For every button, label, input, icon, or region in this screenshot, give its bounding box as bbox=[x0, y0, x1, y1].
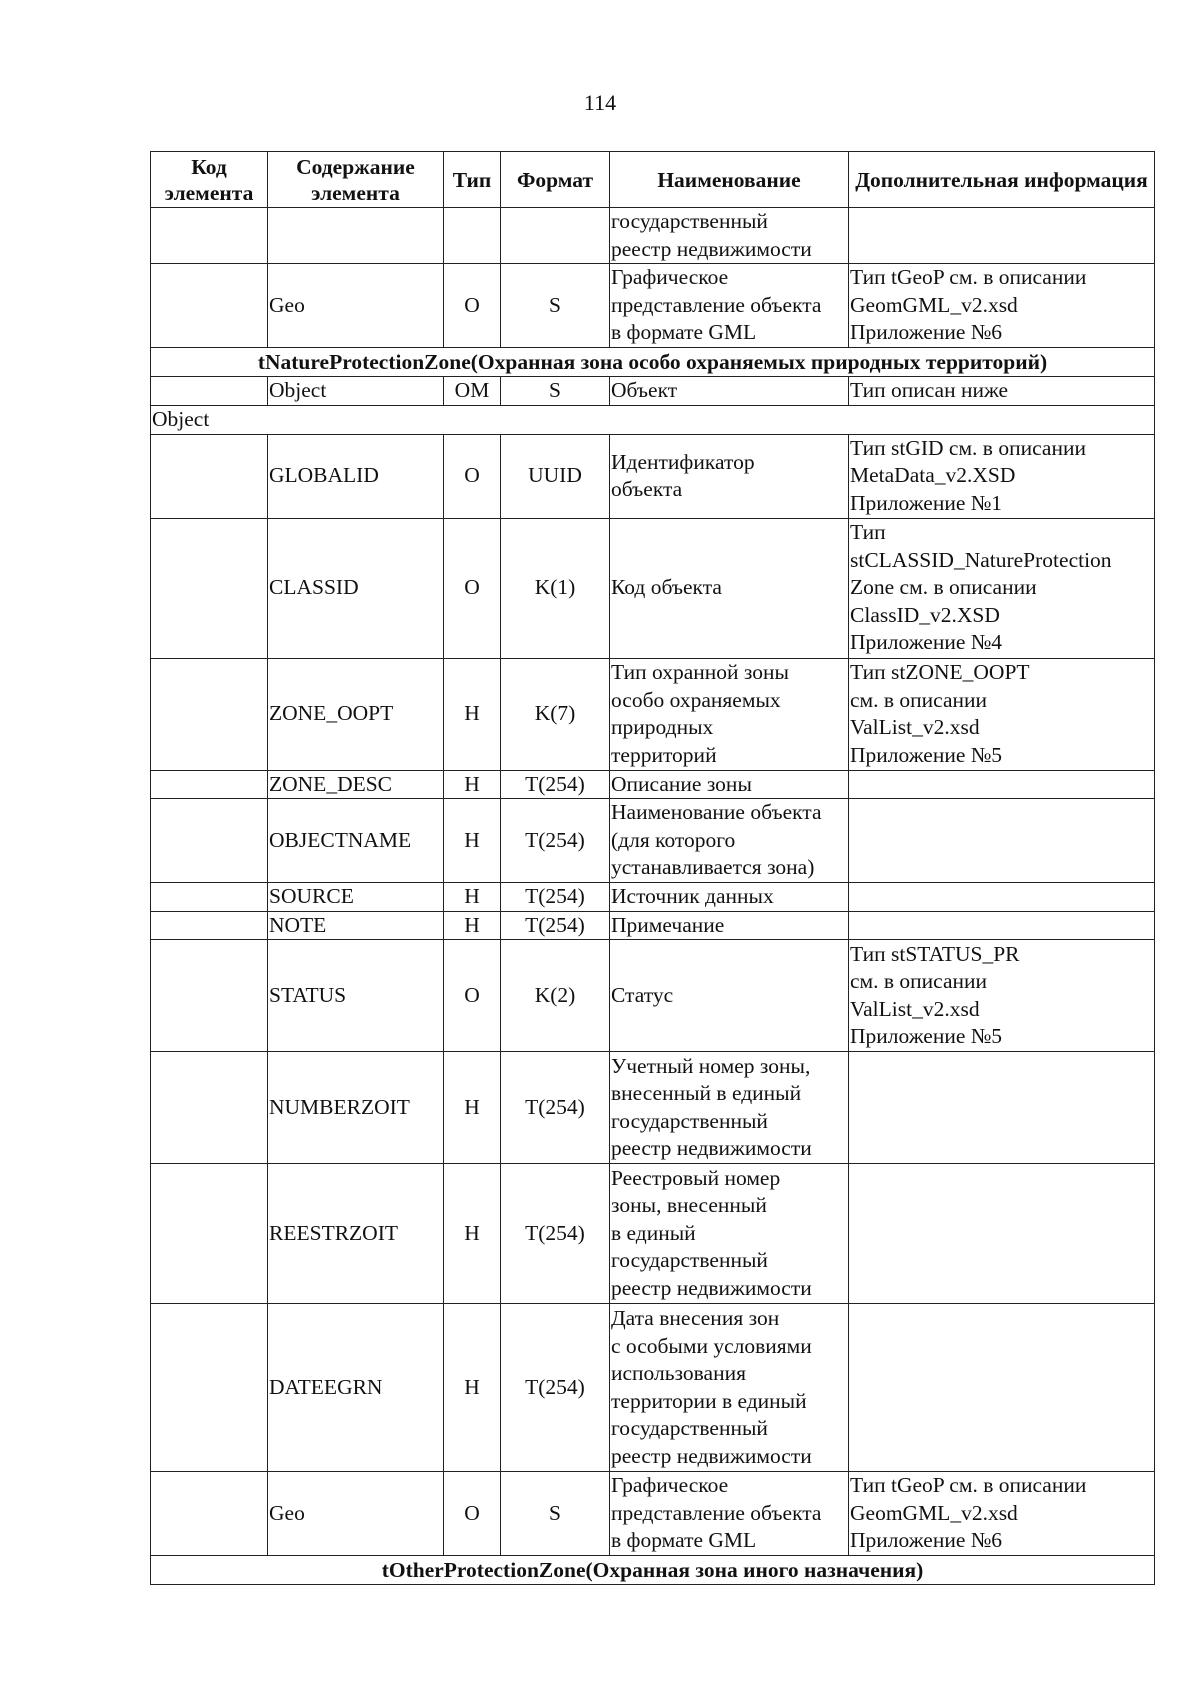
cell-type: H bbox=[444, 883, 501, 912]
cell-content: ZONE_OOPT bbox=[268, 658, 444, 770]
cell-format: T(254) bbox=[501, 883, 610, 912]
table-row bbox=[151, 799, 1155, 883]
cell-name: Графическое представление объекта в формате GML bbox=[610, 264, 849, 348]
cell-code bbox=[151, 911, 268, 940]
cell-type: O bbox=[444, 1472, 501, 1556]
table-row bbox=[151, 1304, 1155, 1472]
cell-format: K(7) bbox=[501, 658, 610, 770]
cell-type bbox=[444, 208, 501, 264]
cell-info: Тип stCLASSID_NatureProtection Zone см. в описании ClassID_v2.XSD Приложение №4 bbox=[849, 518, 1155, 658]
cell-type: H bbox=[444, 1052, 501, 1164]
cell-info bbox=[849, 1304, 1155, 1472]
table-row bbox=[151, 911, 1155, 940]
table-row bbox=[151, 264, 1155, 348]
cell-type: H bbox=[444, 770, 501, 799]
table-row bbox=[151, 770, 1155, 799]
cell-content: STATUS bbox=[268, 940, 444, 1052]
cell-content: OBJECTNAME bbox=[268, 799, 444, 883]
cell-name: Дата внесения зон с особыми условиями использования территории в единый государственный реестр недвижимости bbox=[610, 1304, 849, 1472]
cell-name: Примечание bbox=[610, 911, 849, 940]
cell-type: O bbox=[444, 434, 501, 518]
cell-format: K(2) bbox=[501, 940, 610, 1052]
cell-name: Учетный номер зоны, внесенный в единый государственный реестр недвижимости bbox=[610, 1052, 849, 1164]
cell-name: государственный реестр недвижимости bbox=[610, 208, 849, 264]
cell-type: H bbox=[444, 799, 501, 883]
cell-info bbox=[849, 1052, 1155, 1164]
cell-content: GLOBALID bbox=[268, 434, 444, 518]
cell-format: T(254) bbox=[501, 1164, 610, 1304]
section-heading: tNatureProtectionZone(Охранная зона особо охраняемых природных территорий) bbox=[151, 348, 1155, 377]
cell-format bbox=[501, 208, 610, 264]
cell-info: Тип stGID см. в описании MetaData_v2.XSD Приложение №1 bbox=[849, 434, 1155, 518]
cell-content: SOURCE bbox=[268, 883, 444, 912]
cell-info bbox=[849, 770, 1155, 799]
cell-name: Тип охранной зоны особо охраняемых природных территорий bbox=[610, 658, 849, 770]
cell-format: T(254) bbox=[501, 799, 610, 883]
table-row bbox=[151, 377, 1155, 406]
section-heading-row bbox=[151, 348, 1155, 377]
cell-info: Тип stSTATUS_PR см. в описании ValList_v2.xsd Приложение №5 bbox=[849, 940, 1155, 1052]
cell-format: T(254) bbox=[501, 911, 610, 940]
cell-type: H bbox=[444, 658, 501, 770]
cell-content: REESTRZOIT bbox=[268, 1164, 444, 1304]
cell-format: S bbox=[501, 1472, 610, 1556]
cell-code bbox=[151, 799, 268, 883]
cell-info bbox=[849, 208, 1155, 264]
cell-name: Статус bbox=[610, 940, 849, 1052]
cell-content: Geo bbox=[268, 1472, 444, 1556]
cell-type: H bbox=[444, 911, 501, 940]
cell-code bbox=[151, 264, 268, 348]
cell-type: H bbox=[444, 1164, 501, 1304]
table-row bbox=[151, 434, 1155, 518]
cell-type: H bbox=[444, 1304, 501, 1472]
element-spec-table bbox=[150, 151, 1155, 1585]
header-name: Наименование bbox=[610, 152, 849, 208]
header-content: Содержание элемента bbox=[268, 152, 444, 208]
object-attribute-rows bbox=[151, 434, 1155, 1556]
cell-code bbox=[151, 1052, 268, 1164]
cell-format: T(254) bbox=[501, 770, 610, 799]
cell-type: OM bbox=[444, 377, 501, 406]
cell-code bbox=[151, 883, 268, 912]
cell-info: Тип tGeoP см. в описании GeomGML_v2.xsd Приложение №6 bbox=[849, 1472, 1155, 1556]
cell-type: O bbox=[444, 940, 501, 1052]
cell-name: Код объекта bbox=[610, 518, 849, 658]
cell-info bbox=[849, 883, 1155, 912]
cell-format: K(1) bbox=[501, 518, 610, 658]
cell-code bbox=[151, 940, 268, 1052]
cell-info bbox=[849, 799, 1155, 883]
cell-name: Наименование объекта (для которого устанавливается зона) bbox=[610, 799, 849, 883]
cell-format: T(254) bbox=[501, 1052, 610, 1164]
cell-type: O bbox=[444, 264, 501, 348]
cell-content: NOTE bbox=[268, 911, 444, 940]
section-heading: tOtherProtectionZone(Охранная зона иного назначения) bbox=[151, 1556, 1155, 1585]
table-header-row bbox=[151, 152, 1155, 208]
table-row bbox=[151, 1052, 1155, 1164]
cell-info: Тип описан ниже bbox=[849, 377, 1155, 406]
page-number: 114 bbox=[583, 90, 617, 115]
object-label: Object bbox=[151, 405, 1155, 434]
cell-info: Тип tGeoP см. в описании GeomGML_v2.xsd Приложение №6 bbox=[849, 264, 1155, 348]
cell-content: Geo bbox=[268, 264, 444, 348]
cell-code bbox=[151, 1304, 268, 1472]
cell-content bbox=[268, 208, 444, 264]
cell-code bbox=[151, 377, 268, 406]
cell-format: S bbox=[501, 377, 610, 406]
cell-format: S bbox=[501, 264, 610, 348]
cell-info: Тип stZONE_OOPT см. в описании ValList_v2.xsd Приложение №5 bbox=[849, 658, 1155, 770]
cell-content: ZONE_DESC bbox=[268, 770, 444, 799]
cell-name: Идентификатор объекта bbox=[610, 434, 849, 518]
table-row bbox=[151, 883, 1155, 912]
cell-format: T(254) bbox=[501, 1304, 610, 1472]
table-row bbox=[151, 208, 1155, 264]
cell-code bbox=[151, 1164, 268, 1304]
table-row bbox=[151, 658, 1155, 770]
cell-code bbox=[151, 658, 268, 770]
header-format: Формат bbox=[501, 152, 610, 208]
cell-content: CLASSID bbox=[268, 518, 444, 658]
cell-code bbox=[151, 1472, 268, 1556]
cell-code bbox=[151, 208, 268, 264]
header-code: Код элемента bbox=[151, 152, 268, 208]
header-info: Дополнительная информация bbox=[849, 152, 1155, 208]
cell-code bbox=[151, 770, 268, 799]
cell-content: NUMBERZOIT bbox=[268, 1052, 444, 1164]
cell-format: UUID bbox=[501, 434, 610, 518]
cell-info bbox=[849, 911, 1155, 940]
object-label-row bbox=[151, 405, 1155, 434]
cell-name: Описание зоны bbox=[610, 770, 849, 799]
section-heading-row bbox=[151, 1556, 1155, 1585]
table-row bbox=[151, 1472, 1155, 1556]
cell-code bbox=[151, 518, 268, 658]
cell-name: Графическое представление объекта в формате GML bbox=[610, 1472, 849, 1556]
cell-name: Источник данных bbox=[610, 883, 849, 912]
cell-name: Реестровый номер зоны, внесенный в единый государственный реестр недвижимости bbox=[610, 1164, 849, 1304]
table-row bbox=[151, 1164, 1155, 1304]
cell-content: Object bbox=[268, 377, 444, 406]
cell-type: O bbox=[444, 518, 501, 658]
cell-content: DATEEGRN bbox=[268, 1304, 444, 1472]
table-row bbox=[151, 518, 1155, 658]
header-type: Тип bbox=[444, 152, 501, 208]
cell-name: Объект bbox=[610, 377, 849, 406]
cell-info bbox=[849, 1164, 1155, 1304]
table-row bbox=[151, 940, 1155, 1052]
cell-code bbox=[151, 434, 268, 518]
